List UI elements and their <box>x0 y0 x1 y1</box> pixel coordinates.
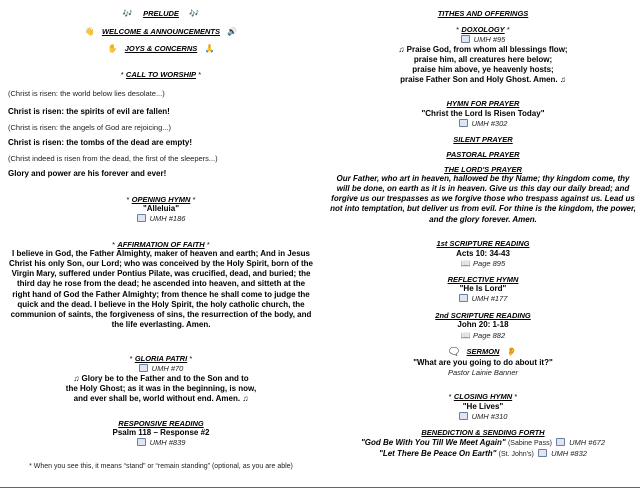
standing-footnote: * When you see this, it means “stand” or “remain standing” (optional, as you are able) <box>29 463 293 470</box>
responsive-reading-text: Psalm 118 – Response #2 <box>112 428 210 437</box>
hymn-for-prayer-title: HYMN FOR PRAYER <box>446 99 520 108</box>
closing-hymn-ref: UMH #310 <box>330 412 636 422</box>
first-reading-title: 1st SCRIPTURE READING <box>436 239 530 248</box>
hymnal-icon <box>459 119 468 127</box>
music-note-icon: ♫ <box>398 45 405 54</box>
hymnal-icon <box>459 412 468 420</box>
opening-hymn-title: OPENING HYMN <box>131 195 191 204</box>
sermon-heading <box>330 347 636 357</box>
doxology-heading: * DOXOLOGY * <box>456 25 510 34</box>
call-line: Christ is risen: the tombs of the dead are empty! <box>8 138 193 147</box>
call-line: (Christ indeed is risen from the dead, the first of the sleepers...) <box>8 154 218 163</box>
music-note-icon: ♫ <box>559 75 566 85</box>
gloria-patri-text: ♫ Glory be to the Father and to the Son and to the Holy Ghost; as it was in the beginning, is now, and ever shall be, world without end. Amen. ♫ <box>65 374 257 404</box>
lords-prayer-text: Our Father, who art in heaven, hallowed be thy Name; thy kingdom come, thy will be done, on earth as it is in heaven. Give us this day our daily bread; and forgive us our trespasses as we forgive those who trespass against us. Lead us not into temptation, but deliver us from evil. For thine is the kingdom, the power, and the glory forever. Amen. <box>330 174 636 224</box>
call-to-worship-title: CALL TO WORSHIP <box>125 70 197 79</box>
gloria-patri-ref: UMH #70 <box>8 364 314 374</box>
hymnal-icon <box>556 438 565 446</box>
first-reading-page: 📖 Page 895 <box>460 259 506 268</box>
raised-hand-icon: ✋ <box>107 44 118 53</box>
sermon-question: "What are you going to do about it?" <box>413 358 553 367</box>
tithes-title: TITHES AND OFFERINGS <box>437 9 529 18</box>
speech-bubble-icon: 🗨️ <box>449 347 460 356</box>
joys-title: JOYS & CONCERNS <box>124 44 198 53</box>
hymn-for-prayer-heading <box>330 99 636 109</box>
closing-hymn-heading: * CLOSING HYMN * <box>448 392 518 401</box>
closing-hymn-name: "He Lives" <box>462 402 504 411</box>
benediction-heading <box>330 428 636 438</box>
opening-hymn-heading: * OPENING HYMN * <box>126 195 196 204</box>
call-line: (Christ is risen: the world below lies desolate...) <box>8 89 165 98</box>
pastoral-prayer-heading <box>330 150 636 160</box>
praying-hands-icon: 🙏 <box>204 44 215 53</box>
hymnal-icon <box>459 294 468 302</box>
second-reading-title: 2nd SCRIPTURE READING <box>435 311 531 320</box>
affirmation-heading: * AFFIRMATION OF FAITH * <box>112 240 210 249</box>
hymnal-icon <box>538 449 547 457</box>
benediction-song: "God Be With You Till We Meet Again" (Sabine Pass) UMH #672 <box>360 438 605 447</box>
call-line: Christ is risen: the spirits of evil are fallen! <box>8 107 170 116</box>
music-note-icon: ♫ <box>242 394 249 404</box>
music-note-icon: 🎶 <box>122 9 133 18</box>
welcome-heading <box>8 27 314 37</box>
responsive-reading-title: RESPONSIVE READING <box>118 419 204 428</box>
reflective-hymn-title: REFLECTIVE HYMN <box>447 275 519 284</box>
closing-hymn-title: CLOSING HYMN <box>453 392 513 401</box>
benediction-song: "Let There Be Peace On Earth" (St. John's) UMH #832 <box>379 449 587 458</box>
doxology-ref: UMH #95 <box>330 35 636 45</box>
ear-icon: 👂 <box>506 347 517 356</box>
opening-hymn-ref: UMH #186 <box>8 214 314 224</box>
reflective-hymn-name: "He Is Lord" <box>459 284 507 293</box>
affirmation-text: I believe in God, the Father Almighty, maker of heaven and earth; And in Jesus Christ his only Son, our Lord; who was conceived by the Holy Spirit, born of the Virgin Mary, suffered under Pontius Pilate, was crucified, dead, and buried; the third day he rose from the dead; he ascended into heaven, and sitteth at the right hand of God the Father Almighty; from thence he shall come to judge the quick and the dead. I believe in the Holy Spirit, the holy catholic church, the communion of saints, the forgiveness of sins, the resurrection of the body, and the life everlasting. Amen. <box>8 249 314 330</box>
prelude-title: PRELUDE <box>143 9 179 18</box>
pastoral-prayer-title: PASTORAL PRAYER <box>446 150 520 159</box>
reflective-hymn-ref: UMH #177 <box>330 294 636 304</box>
welcome-title: WELCOME & ANNOUNCEMENTS <box>101 27 221 36</box>
first-reading-heading <box>330 239 636 249</box>
silent-prayer-heading <box>330 135 636 145</box>
music-note-icon: 🎶 <box>189 9 200 18</box>
open-book-icon: 📖 <box>460 259 471 268</box>
call-to-worship-heading: * CALL TO WORSHIP * <box>120 70 202 79</box>
music-note-icon: ♫ <box>73 374 80 383</box>
hymnal-icon <box>139 364 148 372</box>
second-reading-page: 📖 Page 882 <box>460 331 506 340</box>
speaker-icon: 🔊 <box>227 27 238 36</box>
gloria-patri-heading: * GLORIA PATRI * <box>129 354 193 363</box>
call-line: Glory and power are his forever and ever! <box>8 169 167 178</box>
benediction-title: BENEDICTION & SENDING FORTH <box>421 428 545 437</box>
open-book-icon: 📖 <box>460 331 471 340</box>
affirmation-title: AFFIRMATION OF FAITH <box>117 240 205 249</box>
hymn-for-prayer-ref: UMH #302 <box>330 119 636 129</box>
hymnal-icon <box>137 214 146 222</box>
lords-prayer-title: THE LORD'S PRAYER <box>444 165 522 174</box>
responsive-reading-ref: UMH #839 <box>8 438 314 448</box>
joys-heading <box>8 44 314 54</box>
waving-hand-icon: 👋 <box>84 27 95 36</box>
hymn-for-prayer-name: "Christ the Lord Is Risen Today" <box>421 109 545 118</box>
doxology-title: DOXOLOGY <box>461 25 505 34</box>
opening-hymn-name: "Alleluia" <box>142 204 180 213</box>
tithes-heading <box>330 9 636 19</box>
bottom-divider <box>0 487 640 488</box>
prelude-heading <box>8 9 314 19</box>
gloria-patri-title: GLORIA PATRI <box>134 354 188 363</box>
first-reading-text: Acts 10: 34-43 <box>456 249 510 258</box>
sermon-preacher: Pastor Lainie Banner <box>447 368 519 377</box>
call-line: (Christ is risen: the angels of God are rejoicing...) <box>8 123 171 132</box>
silent-prayer-title: SILENT PRAYER <box>453 135 513 144</box>
hymnal-icon <box>137 438 146 446</box>
hymnal-icon <box>461 35 470 43</box>
doxology-text: ♫ Praise God, from whom all blessings flow; praise him, all creatures here below; praise him above, ye heavenly hosts; praise Father Son and Holy Ghost. Amen. ♫ <box>398 45 568 85</box>
sermon-title: SERMON <box>466 347 500 356</box>
second-reading-text: John 20: 1-18 <box>457 320 509 329</box>
